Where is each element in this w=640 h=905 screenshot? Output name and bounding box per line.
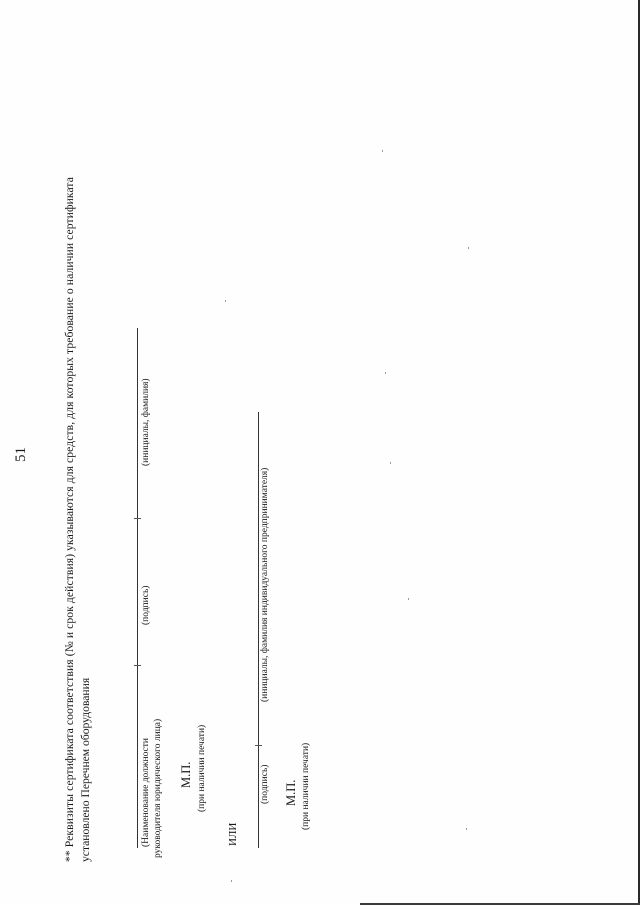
scan-speck <box>466 828 467 830</box>
scan-speck <box>225 300 226 302</box>
legal-entity-signature-caption: (подпись) <box>141 585 151 625</box>
legal-entity-line-tick <box>134 665 141 666</box>
legal-entity-signature-line <box>137 328 138 848</box>
legal-entity-stamp: М.П. <box>179 761 193 788</box>
entrepreneur-stamp: М.П. <box>284 779 298 806</box>
scan-speck <box>231 880 232 882</box>
entrepreneur-line-tick <box>255 745 262 746</box>
footnote-line-1: ** Реквизиты сертификата соответствия (№ и срок действия) указываются для средств, для которых требование о наличии сертификата <box>63 177 76 862</box>
entrepreneur-signature-line <box>258 412 259 848</box>
scan-speck <box>385 372 386 374</box>
entrepreneur-stamp-note: (при наличии печати) <box>301 742 311 830</box>
legal-entity-position-caption: (Наименование должности <box>141 737 151 847</box>
footnote-line-2: установлено Перечнем оборудования <box>79 677 92 862</box>
scan-speck <box>382 150 383 152</box>
scan-speck <box>408 598 409 600</box>
legal-entity-line-tick <box>134 518 141 519</box>
legal-entity-stamp-note: (при наличии печати) <box>197 724 207 812</box>
legal-entity-position-caption: руководителя юридического лица) <box>153 718 163 858</box>
scan-speck <box>468 247 469 249</box>
scan-speck <box>390 462 391 464</box>
or-separator: ИЛИ <box>227 822 239 846</box>
entrepreneur-signature-caption: (подпись) <box>260 764 270 804</box>
legal-entity-name-caption: (инициалы, фамилия) <box>141 378 151 466</box>
page-number: 51 <box>13 447 29 462</box>
entrepreneur-name-caption: (инициалы, фамилия индивидуального предпринимателя) <box>260 467 270 702</box>
